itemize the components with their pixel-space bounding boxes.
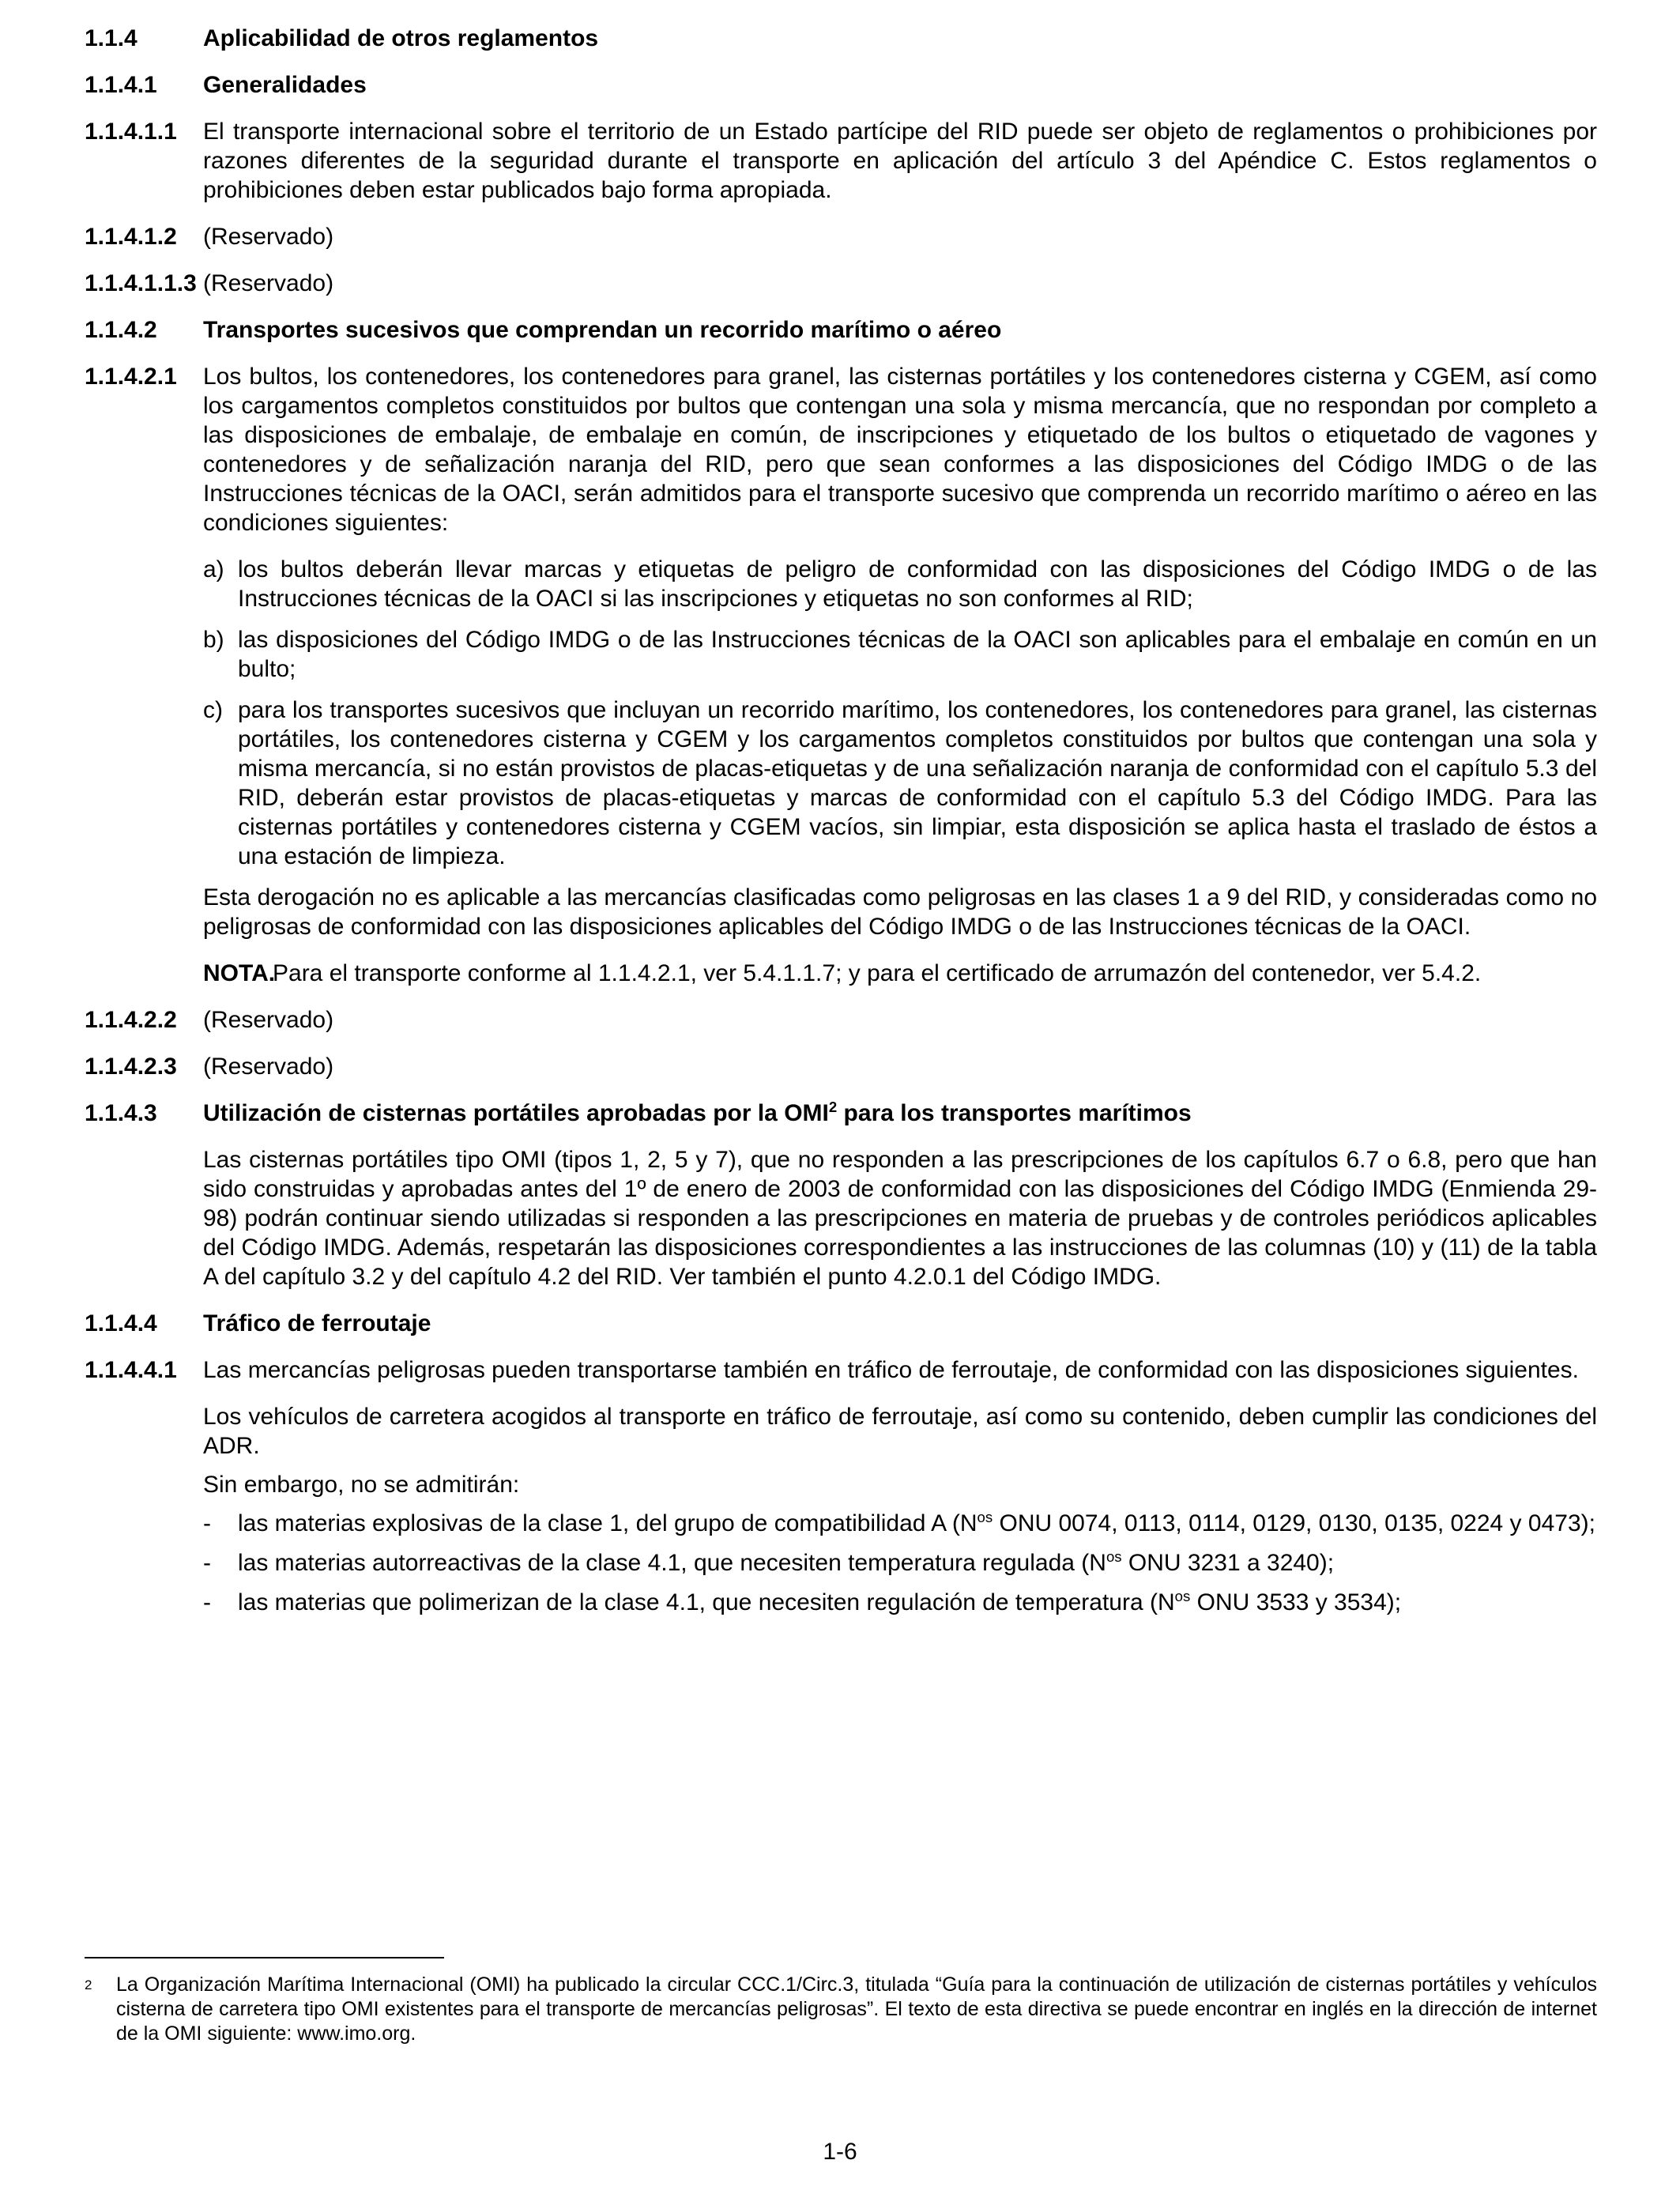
- section-1.1.4.2.3: [85, 1052, 1597, 1081]
- section-number: 1.1.4.2.2: [85, 1007, 177, 1033]
- section-number: 1.1.4: [85, 25, 137, 51]
- section-1.1.4.2.2: [85, 1005, 1597, 1035]
- section-number: [85, 625, 203, 684]
- section-alpha: [85, 696, 1597, 871]
- section-number: [85, 1470, 203, 1499]
- list-marker: -: [203, 1510, 211, 1536]
- section-text: Las mercancías peligrosas pueden transportarse también en tráfico de ferroutaje, de conformidad con las disposiciones siguientes.: [203, 1357, 1579, 1383]
- section-heading: Utilización de cisternas portátiles aprobadas por la OMI$^2$ para los transportes marítimos: [203, 1099, 1192, 1126]
- section-text: [203, 1509, 1597, 1538]
- section-number: 1.1.4.1.1: [85, 119, 177, 145]
- section-text: Los vehículos de carretera acogidos al transporte en tráfico de ferroutaje, así como su contenido, deben cumplir las condiciones del ADR.: [203, 1404, 1597, 1459]
- section-heading: Generalidades: [203, 72, 367, 98]
- section-number: [85, 1145, 203, 1291]
- section-text: [203, 1548, 1597, 1578]
- section-lead: [85, 1470, 1597, 1499]
- section-heading: Aplicabilidad de otros reglamentos: [203, 25, 599, 51]
- section-text: (Reservado): [203, 270, 334, 296]
- footnote-body: [85, 1973, 1597, 2046]
- superscript: os: [1174, 1588, 1191, 1604]
- note-label: NOTA.: [203, 960, 276, 986]
- section-number: 1.1.4.1: [85, 72, 157, 98]
- footnote-text: La Organización Marítima Internacional (OMI) ha publicado la circular CCC.1/Circ.3, titulada “Guía para la continuación de utilización de cisternas portátiles y vehículos cisterna de carretera tipo OMI existentes para el transporte de mercancías peligrosas”. El texto de esta directiva se puede encontrar en inglés en la dirección de internet de la OMI siguiente: www.imo.org.: [116, 1973, 1597, 2045]
- section-para: [85, 1402, 1597, 1461]
- section-heading: Tráfico de ferroutaje: [203, 1310, 431, 1336]
- section-dash: [85, 1509, 1597, 1538]
- section-1.1.4.3: [85, 1099, 1597, 1128]
- section-number: 1.1.4.2.3: [85, 1054, 177, 1080]
- footnote-marker: [85, 1973, 116, 2046]
- list-item-text: para los transportes sucesivos que incluyan un recorrido marítimo, los contenedores, los contenedores para granel, las cisternas portátiles, los contenedores cisterna y CGEM y los cargamentos completos constituidos por bultos que contengan una sola y misma mercancía, si no están provistos de placas-etiquetas y de una señalización naranja de conformidad con el capítulo 5.3 del RID, deberán estar provistos de placas-etiquetas y marcas de conformidad con el capítulo 5.3 del Código IMDG. Para las cisternas portátiles y contenedores cisterna y CGEM vacíos, sin limpiar, esta disposición se aplica hasta el traslado de éstos a una estación de limpieza.: [238, 697, 1597, 869]
- section-number: [85, 959, 203, 988]
- section-text: [203, 696, 1597, 871]
- superscript: os: [1106, 1548, 1122, 1565]
- section-1.1.4.1.2: [85, 222, 1597, 251]
- section-number: [85, 555, 203, 613]
- section-dash: [85, 1548, 1597, 1578]
- section-1.1.4.2: [85, 315, 1597, 345]
- note-text: Para el transporte conforme al 1.1.4.2.1, ver 5.4.1.1.7; y para el certificado de arrumazón del contenedor, ver 5.4.2.: [273, 960, 1482, 986]
- section-text: Los bultos, los contenedores, los contenedores para granel, las cisternas portátiles y los contenedores cisterna y CGEM, así como los cargamentos completos constituidos por bultos que contengan una sola y misma mercancía, que no respondan por completo a las disposiciones de embalaje, de embalaje en común, de inscripciones y etiquetado de los bultos o etiquetado de vagones y contenedores y de señalización naranja del RID, pero que sean conformes a las disposiciones del Código IMDG o de las Instrucciones técnicas de la OACI, serán admitidos para el transporte sucesivo que comprenda un recorrido marítimo o aéreo en las condiciones siguientes:: [203, 364, 1597, 536]
- section-alpha: [85, 555, 1597, 613]
- section-text: Sin embargo, no se admitirán:: [203, 1472, 520, 1498]
- section-number: 1.1.4.3: [85, 1100, 157, 1126]
- list-marker: b): [203, 627, 224, 653]
- section-1.1.4.1.1: [85, 117, 1597, 205]
- section-text: El transporte internacional sobre el territorio de un Estado partícipe del RID puede ser objeto de reglamentos o prohibiciones por razones diferentes de la seguridad durante el transporte en aplicación del artículo 3 del Apéndice C. Estos reglamentos o prohibiciones deben estar publicados bajo forma apropiada.: [203, 119, 1597, 203]
- section-number: 1.1.4.2.1: [85, 364, 177, 390]
- section-number: [85, 1548, 203, 1578]
- list-item-text: las materias autorreactivas de la clase 4.1, que necesiten temperatura regulada ($N^{os}$ ONU 3231 a 3240);: [238, 1548, 1335, 1576]
- section-text: [203, 959, 1597, 988]
- section-number: [85, 1402, 203, 1461]
- list-item-text: las materias explosivas de la clase 1, del grupo de compatibilidad A ($N^{os}$ ONU 0074, 0113, 0114, 0129, 0130, 0135, 0224 y 0473);: [238, 1509, 1595, 1536]
- section-text: (Reservado): [203, 1054, 334, 1080]
- section-number: 1.1.4.4: [85, 1310, 157, 1336]
- section-para: [85, 883, 1597, 941]
- section-text: (Reservado): [203, 224, 334, 250]
- section-text: [203, 555, 1597, 613]
- section-number: [85, 1588, 203, 1617]
- section-number: 1.1.4.1.1.3: [85, 270, 197, 296]
- section-dash: [85, 1588, 1597, 1617]
- list-marker: -: [203, 1589, 211, 1615]
- list-item-text: los bultos deberán llevar marcas y etiquetas de peligro de conformidad con las disposiciones del Código IMDG o de las Instrucciones técnicas de la OACI si las inscripciones y etiquetas no son conformes al RID;: [238, 556, 1597, 612]
- document-body: [85, 24, 1597, 1627]
- section-number: [85, 696, 203, 871]
- section-number: 1.1.4.2: [85, 317, 157, 343]
- footnote-separator: [85, 1957, 444, 1958]
- section-text: [203, 625, 1597, 684]
- section-1.1.4: [85, 24, 1597, 53]
- section-1.1.4.4: [85, 1309, 1597, 1338]
- list-item-text: las disposiciones del Código IMDG o de las Instrucciones técnicas de la OACI son aplicables para el embalaje en común en un bulto;: [238, 627, 1597, 682]
- superscript: os: [977, 1509, 993, 1525]
- section-number: 1.1.4.4.1: [85, 1357, 177, 1383]
- superscript: 2: [828, 1099, 838, 1115]
- section-para: [85, 1145, 1597, 1291]
- list-marker: -: [203, 1550, 211, 1576]
- section-number: [85, 1509, 203, 1538]
- list-marker: a): [203, 556, 224, 582]
- list-item-text: las materias que polimerizan de la clase 4.1, que necesiten regulación de temperatura ($N^{os}$ ONU 3533 y 3534);: [238, 1588, 1402, 1615]
- section-1.1.4.2.1: [85, 362, 1597, 537]
- section-text: Las cisternas portátiles tipo OMI (tipos 1, 2, 5 y 7), que no responden a las prescripciones de los capítulos 6.7 o 6.8, pero que han sido construidas y aprobadas antes del 1º de enero de 2003 de conformidad con las disposiciones del Código IMDG (Enmienda 29-98) podrán continuar siendo utilizadas si responden a las prescripciones en materia de pruebas y de controles periódicos aplicables del Código IMDG. Además, respetarán las disposiciones correspondientes a las instrucciones de las columnas (10) y (11) de la tabla A del capítulo 3.2 y del capítulo 4.2 del RID. Ver también el punto 4.2.0.1 del Código IMDG.: [203, 1147, 1597, 1290]
- footnote: [85, 1957, 1597, 2046]
- section-text: Esta derogación no es aplicable a las mercancías clasificadas como peligrosas en las clases 1 a 9 del RID, y consideradas como no peligrosas de conformidad con las disposiciones aplicables del Código IMDG o de las Instrucciones técnicas de la OACI.: [203, 884, 1597, 940]
- list-marker: c): [203, 697, 223, 723]
- section-note: [85, 959, 1597, 988]
- section-1.1.4.1: [85, 70, 1597, 100]
- footnote-marker-number: 2: [85, 1977, 92, 1992]
- section-text: [203, 1588, 1597, 1617]
- section-heading: Transportes sucesivos que comprendan un recorrido marítimo o aéreo: [203, 317, 1002, 343]
- section-number: [85, 883, 203, 941]
- section-text: (Reservado): [203, 1007, 334, 1033]
- section-alpha: [85, 625, 1597, 684]
- section-1.1.4.1.1.3: [85, 269, 1597, 298]
- section-number: 1.1.4.1.2: [85, 224, 177, 250]
- page-number: 1-6: [823, 2139, 857, 2165]
- section-1.1.4.4.1: [85, 1355, 1597, 1385]
